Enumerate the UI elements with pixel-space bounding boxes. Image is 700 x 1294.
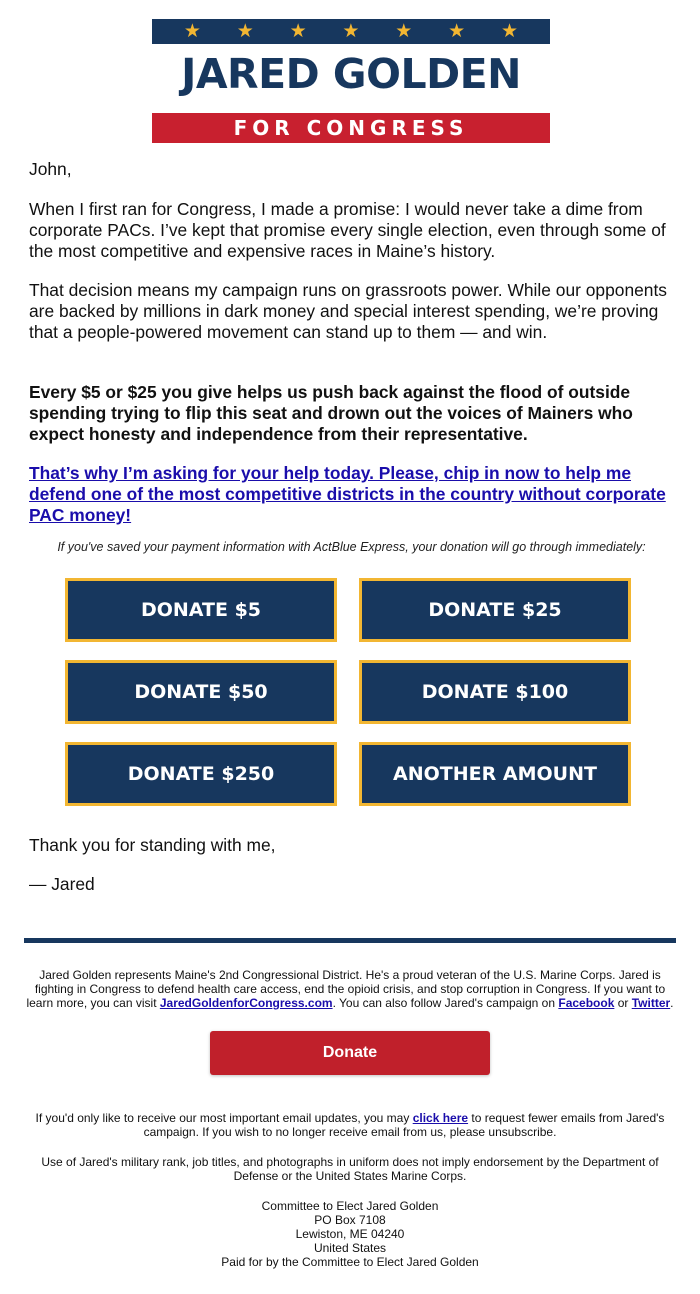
donate-5-button[interactable]: DONATE $5 <box>65 578 337 642</box>
paragraph-2: That decision means my campaign runs on grassroots power. While our opponents are backed by millions in dark money and special interest spending, we’re proving that a people-powered movement can stand up to them — and win. <box>29 280 667 342</box>
paid-for-by: Paid for by the Committee to Elect Jared Golden <box>221 1255 479 1269</box>
footer-disclaimer: Use of Jared's military rank, job titles, and photographs in uniform does not imply endorsement by the Department of Defense or the United States Marine Corps. <box>41 1155 659 1183</box>
facebook-link[interactable]: Facebook <box>558 996 615 1010</box>
stars-banner <box>152 19 550 44</box>
paragraph-1: When I first ran for Congress, I made a promise: I would never take a dime from corporate PACs. I’ve kept that promise every single election, even through some of the most competitive and expensive races in Maine’s history. <box>29 199 666 261</box>
donate-250-button[interactable]: DONATE $250 <box>65 742 337 806</box>
logo-tagline: FOR CONGRESS <box>152 113 550 143</box>
star-icon: ★ <box>395 21 413 42</box>
paragraph-4 <box>29 463 674 526</box>
donate-another-amount-button[interactable]: ANOTHER AMOUNT <box>359 742 631 806</box>
logo-name: JARED GOLDEN <box>181 50 521 98</box>
address-line: United States <box>313 1241 387 1255</box>
website-link[interactable]: JaredGoldenforCongress.com <box>159 996 333 1010</box>
paragraph-3-bold: Every $5 or $25 you give helps us push back against the flood of outside spending trying to flip this seat and drown out the voices of Mainers who expect honesty and independence from their representative. <box>29 382 633 444</box>
signature: — Jared <box>29 874 95 894</box>
star-icon: ★ <box>289 21 307 42</box>
closing: Thank you for standing with me, <box>29 835 276 855</box>
star-icon: ★ <box>342 21 360 42</box>
fewer-emails-link[interactable]: click here <box>412 1111 469 1125</box>
footer-divider <box>24 938 676 943</box>
star-icon: ★ <box>236 21 254 42</box>
actblue-express-note: If you've saved your payment information with ActBlue Express, your donation will go through immediately: <box>57 540 646 554</box>
salutation: John, <box>29 159 72 179</box>
address-line: PO Box 7108 <box>314 1213 386 1227</box>
address-line: Lewiston, ME 04240 <box>295 1227 405 1241</box>
footer-email-preferences: If you'd only like to receive our most important email updates, you may click here to request fewer emails from Jared's campaign. If you wish to no longer receive email from us, please unsubscribe. <box>35 1111 665 1139</box>
address-line: Committee to Elect Jared Golden <box>261 1199 439 1213</box>
star-icon: ★ <box>183 21 201 42</box>
footer-address <box>24 1199 676 1269</box>
donate-50-button[interactable]: DONATE $50 <box>65 660 337 724</box>
star-icon: ★ <box>448 21 466 42</box>
star-icon: ★ <box>500 21 518 42</box>
ask-link[interactable]: That’s why I’m asking for your help today. Please, chip in now to help me defend one of the most competitive districts in the country without corporate PAC money! <box>29 463 666 525</box>
campaign-logo <box>152 19 550 140</box>
footer-about: Jared Golden represents Maine's 2nd Congressional District. He's a proud veteran of the U.S. Marine Corps. Jared is fighting in Congress to defend health care access, end the opioid crisis, and stop corruption in Congress. If you want to learn more, you can visit JaredGoldenforCongress.com. You can also follow Jared's campaign on Facebook or Twitter. <box>26 968 674 1010</box>
donate-100-button[interactable]: DONATE $100 <box>359 660 631 724</box>
twitter-link[interactable]: Twitter <box>631 996 671 1010</box>
donate-25-button[interactable]: DONATE $25 <box>359 578 631 642</box>
donate-button[interactable]: Donate <box>210 1031 490 1075</box>
